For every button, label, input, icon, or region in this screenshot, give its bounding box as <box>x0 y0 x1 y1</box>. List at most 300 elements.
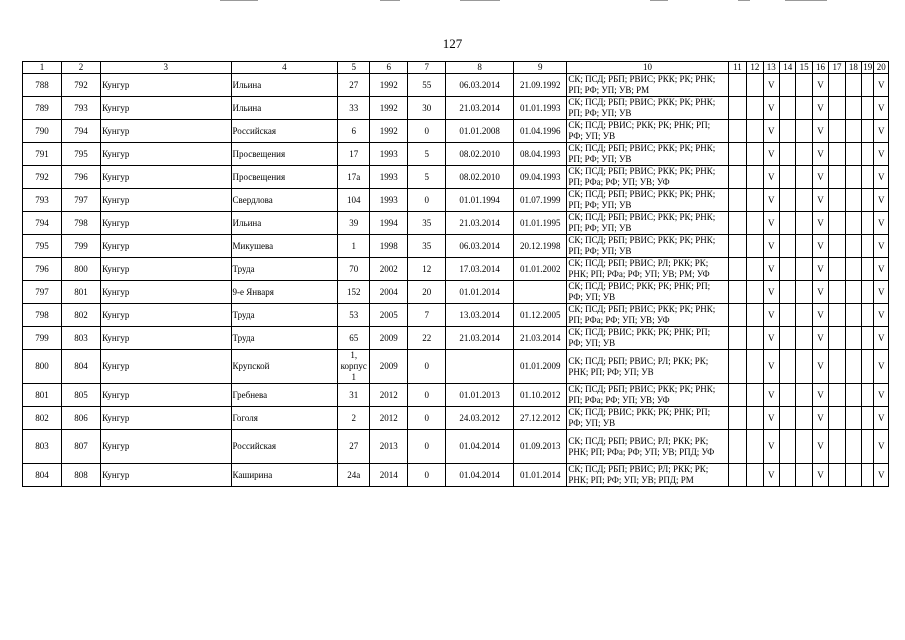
city-cell: Кунгур <box>101 350 231 384</box>
empty-cell <box>845 120 861 143</box>
empty-cell <box>829 430 845 464</box>
empty-cell <box>728 120 746 143</box>
empty-cell <box>796 430 812 464</box>
value-cell: 35 <box>408 235 446 258</box>
empty-cell <box>780 281 796 304</box>
codes-cell: СК; ПСД; РБП; РВИС; РКК; РК; РНК; РП; РФа; РФ; УП; УВ; УФ <box>567 384 728 407</box>
column-header-18: 18 <box>845 62 861 74</box>
date-cell: 01.01.1995 <box>513 212 566 235</box>
check-mark-cell: V <box>763 384 779 407</box>
value-cell: 0 <box>408 189 446 212</box>
empty-cell <box>747 304 763 327</box>
city-cell: Кунгур <box>101 304 231 327</box>
street-cell: Свердлова <box>231 189 338 212</box>
date-cell: 01.01.2002 <box>513 258 566 281</box>
value-cell: 0 <box>408 350 446 384</box>
city-cell: Кунгур <box>101 97 231 120</box>
date-cell: 20.12.1998 <box>513 235 566 258</box>
empty-cell <box>780 304 796 327</box>
city-cell: Кунгур <box>101 407 231 430</box>
city-cell: Кунгур <box>101 166 231 189</box>
column-header-8: 8 <box>446 62 514 74</box>
empty-cell <box>796 74 812 97</box>
table-row <box>23 143 889 166</box>
date-cell: 27.12.2012 <box>513 407 566 430</box>
empty-cell <box>728 189 746 212</box>
year-cell: 1993 <box>370 189 408 212</box>
date-cell: 01.12.2005 <box>513 304 566 327</box>
check-mark-cell: V <box>812 212 828 235</box>
empty-cell <box>829 212 845 235</box>
street-cell: Просвещения <box>231 143 338 166</box>
record-id-cell: 793 <box>62 97 101 120</box>
column-header-17: 17 <box>829 62 845 74</box>
codes-cell: СК; ПСД; РБП; РВИС; РКК; РК; РНК; РП; РФ; УП; УВ <box>567 235 728 258</box>
check-mark-cell: V <box>763 189 779 212</box>
empty-cell <box>780 430 796 464</box>
check-mark-cell: V <box>763 166 779 189</box>
check-mark-cell: V <box>812 143 828 166</box>
house-number-cell: 17а <box>338 166 370 189</box>
column-header-10: 10 <box>567 62 728 74</box>
row-number-cell: 788 <box>23 74 62 97</box>
date-cell: 09.04.1993 <box>513 166 566 189</box>
column-header-12: 12 <box>747 62 763 74</box>
house-number-cell: 24а <box>338 464 370 487</box>
empty-cell <box>780 120 796 143</box>
empty-cell <box>829 464 845 487</box>
empty-cell <box>780 74 796 97</box>
empty-cell <box>780 258 796 281</box>
date-cell: 21.03.2014 <box>513 327 566 350</box>
empty-cell <box>862 430 874 464</box>
empty-cell <box>728 304 746 327</box>
record-id-cell: 794 <box>62 120 101 143</box>
registry-table <box>22 61 889 487</box>
empty-cell <box>829 189 845 212</box>
record-id-cell: 806 <box>62 407 101 430</box>
check-mark-cell: V <box>812 464 828 487</box>
empty-cell <box>845 258 861 281</box>
check-mark-cell: V <box>763 407 779 430</box>
check-mark-cell: V <box>874 350 889 384</box>
empty-cell <box>829 304 845 327</box>
value-cell: 5 <box>408 166 446 189</box>
year-cell: 2002 <box>370 258 408 281</box>
street-cell: Труда <box>231 327 338 350</box>
empty-cell <box>862 464 874 487</box>
empty-cell <box>796 350 812 384</box>
codes-cell: СК; ПСД; РБП; РВИС; РЛ; РКК; РК; РНК; РП; РФа; РФ; УП; УВ; РПД; УФ <box>567 430 728 464</box>
table-row <box>23 189 889 212</box>
check-mark-cell: V <box>763 350 779 384</box>
empty-cell <box>796 189 812 212</box>
check-mark-cell: V <box>812 120 828 143</box>
year-cell: 2013 <box>370 430 408 464</box>
street-cell: Гребнева <box>231 384 338 407</box>
codes-cell: СК; ПСД; РВИС; РКК; РК; РНК; РП; РФ; УП; УВ <box>567 407 728 430</box>
empty-cell <box>747 350 763 384</box>
check-mark-cell: V <box>763 304 779 327</box>
empty-cell <box>862 143 874 166</box>
city-cell: Кунгур <box>101 258 231 281</box>
empty-cell <box>728 212 746 235</box>
empty-cell <box>829 120 845 143</box>
row-number-cell: 793 <box>23 189 62 212</box>
empty-cell <box>829 350 845 384</box>
table-row <box>23 304 889 327</box>
empty-cell <box>728 143 746 166</box>
check-mark-cell: V <box>874 120 889 143</box>
date-cell: 01.01.2014 <box>446 281 514 304</box>
year-cell: 1992 <box>370 97 408 120</box>
check-mark-cell: V <box>874 407 889 430</box>
house-number-cell: 152 <box>338 281 370 304</box>
value-cell: 22 <box>408 327 446 350</box>
empty-cell <box>747 166 763 189</box>
column-header-14: 14 <box>780 62 796 74</box>
column-header-20: 20 <box>874 62 889 74</box>
column-header-11: 11 <box>728 62 746 74</box>
year-cell: 2014 <box>370 464 408 487</box>
date-cell <box>446 350 514 384</box>
street-cell: Микушева <box>231 235 338 258</box>
empty-cell <box>845 166 861 189</box>
column-header-5: 5 <box>338 62 370 74</box>
record-id-cell: 808 <box>62 464 101 487</box>
empty-cell <box>829 281 845 304</box>
date-cell: 24.03.2012 <box>446 407 514 430</box>
year-cell: 2012 <box>370 407 408 430</box>
date-cell: 17.03.2014 <box>446 258 514 281</box>
empty-cell <box>780 464 796 487</box>
empty-cell <box>747 384 763 407</box>
empty-cell <box>862 189 874 212</box>
city-cell: Кунгур <box>101 212 231 235</box>
date-cell: 21.03.2014 <box>446 327 514 350</box>
house-number-cell: 53 <box>338 304 370 327</box>
year-cell: 1993 <box>370 166 408 189</box>
street-cell: Каширина <box>231 464 338 487</box>
empty-cell <box>829 97 845 120</box>
empty-cell <box>862 97 874 120</box>
row-number-cell: 794 <box>23 212 62 235</box>
empty-cell <box>780 189 796 212</box>
date-cell <box>513 281 566 304</box>
empty-cell <box>796 212 812 235</box>
empty-cell <box>862 258 874 281</box>
codes-cell: СК; ПСД; РБП; РВИС; РЛ; РКК; РК; РНК; РП; РФ; УП; УВ <box>567 350 728 384</box>
check-mark-cell: V <box>874 166 889 189</box>
table-row <box>23 350 889 384</box>
date-cell: 01.01.2008 <box>446 120 514 143</box>
table-row <box>23 281 889 304</box>
row-number-cell: 803 <box>23 430 62 464</box>
empty-cell <box>728 281 746 304</box>
check-mark-cell: V <box>874 97 889 120</box>
check-mark-cell: V <box>812 304 828 327</box>
record-id-cell: 792 <box>62 74 101 97</box>
record-id-cell: 801 <box>62 281 101 304</box>
check-mark-cell: V <box>763 120 779 143</box>
empty-cell <box>780 143 796 166</box>
codes-cell: СК; ПСД; РБП; РВИС; РКК; РК; РНК; РП; РФ; УП; УВ <box>567 143 728 166</box>
date-cell: 21.03.2014 <box>446 97 514 120</box>
check-mark-cell: V <box>812 74 828 97</box>
house-number-cell: 33 <box>338 97 370 120</box>
empty-cell <box>780 384 796 407</box>
empty-cell <box>780 97 796 120</box>
value-cell: 55 <box>408 74 446 97</box>
empty-cell <box>829 327 845 350</box>
row-number-cell: 800 <box>23 350 62 384</box>
empty-cell <box>845 189 861 212</box>
empty-cell <box>862 235 874 258</box>
empty-cell <box>829 235 845 258</box>
empty-cell <box>829 407 845 430</box>
empty-cell <box>829 258 845 281</box>
empty-cell <box>796 304 812 327</box>
column-header-1: 1 <box>23 62 62 74</box>
date-cell: 21.09.1992 <box>513 74 566 97</box>
empty-cell <box>862 281 874 304</box>
row-number-cell: 802 <box>23 407 62 430</box>
empty-cell <box>845 304 861 327</box>
scan-marks <box>0 0 905 4</box>
value-cell: 35 <box>408 212 446 235</box>
house-number-cell: 104 <box>338 189 370 212</box>
empty-cell <box>780 235 796 258</box>
house-number-cell: 6 <box>338 120 370 143</box>
city-cell: Кунгур <box>101 143 231 166</box>
empty-cell <box>845 327 861 350</box>
table-row <box>23 235 889 258</box>
table-row <box>23 407 889 430</box>
date-cell: 01.01.2014 <box>513 464 566 487</box>
empty-cell <box>747 327 763 350</box>
table-row <box>23 120 889 143</box>
table-row <box>23 97 889 120</box>
row-number-cell: 789 <box>23 97 62 120</box>
house-number-cell: 2 <box>338 407 370 430</box>
empty-cell <box>845 235 861 258</box>
empty-cell <box>862 350 874 384</box>
codes-cell: СК; ПСД; РВИС; РКК; РК; РНК; РП; РФ; УП; УВ <box>567 281 728 304</box>
check-mark-cell: V <box>812 97 828 120</box>
date-cell: 01.09.2013 <box>513 430 566 464</box>
city-cell: Кунгур <box>101 189 231 212</box>
check-mark-cell: V <box>763 258 779 281</box>
column-header-9: 9 <box>513 62 566 74</box>
street-cell: Просвещения <box>231 166 338 189</box>
check-mark-cell: V <box>874 212 889 235</box>
empty-cell <box>796 384 812 407</box>
check-mark-cell: V <box>812 235 828 258</box>
house-number-cell: 27 <box>338 430 370 464</box>
empty-cell <box>747 212 763 235</box>
check-mark-cell: V <box>874 430 889 464</box>
row-number-cell: 792 <box>23 166 62 189</box>
column-header-6: 6 <box>370 62 408 74</box>
empty-cell <box>747 97 763 120</box>
row-number-cell: 795 <box>23 235 62 258</box>
empty-cell <box>747 120 763 143</box>
empty-cell <box>728 258 746 281</box>
empty-cell <box>728 235 746 258</box>
date-cell: 08.02.2010 <box>446 166 514 189</box>
empty-cell <box>780 350 796 384</box>
street-cell: Ильина <box>231 97 338 120</box>
house-number-cell: 17 <box>338 143 370 166</box>
empty-cell <box>796 258 812 281</box>
year-cell: 2009 <box>370 350 408 384</box>
row-number-cell: 796 <box>23 258 62 281</box>
empty-cell <box>845 407 861 430</box>
codes-cell: СК; ПСД; РВИС; РКК; РК; РНК; РП; РФ; УП; УВ <box>567 327 728 350</box>
value-cell: 12 <box>408 258 446 281</box>
record-id-cell: 796 <box>62 166 101 189</box>
house-number-cell: 1, корпус 1 <box>338 350 370 384</box>
empty-cell <box>796 143 812 166</box>
column-header-15: 15 <box>796 62 812 74</box>
column-header-7: 7 <box>408 62 446 74</box>
empty-cell <box>862 74 874 97</box>
check-mark-cell: V <box>763 464 779 487</box>
column-header-19: 19 <box>863 62 873 72</box>
row-number-cell: 801 <box>23 384 62 407</box>
date-cell: 01.04.1996 <box>513 120 566 143</box>
codes-cell: СК; ПСД; РБП; РВИС; РЛ; РКК; РК; РНК; РП; РФа; РФ; УП; УВ; РМ; УФ <box>567 258 728 281</box>
empty-cell <box>728 327 746 350</box>
empty-cell <box>728 430 746 464</box>
empty-cell <box>796 464 812 487</box>
check-mark-cell: V <box>812 281 828 304</box>
street-cell: Крупской <box>231 350 338 384</box>
empty-cell <box>829 384 845 407</box>
date-cell: 21.03.2014 <box>446 212 514 235</box>
value-cell: 0 <box>408 407 446 430</box>
empty-cell <box>862 120 874 143</box>
empty-cell <box>747 235 763 258</box>
page-number: 127 <box>442 36 463 51</box>
empty-cell <box>862 327 874 350</box>
empty-cell <box>845 143 861 166</box>
check-mark-cell: V <box>812 350 828 384</box>
date-cell: 01.07.1999 <box>513 189 566 212</box>
empty-cell <box>728 166 746 189</box>
record-id-cell: 803 <box>62 327 101 350</box>
table-row <box>23 212 889 235</box>
empty-cell <box>796 120 812 143</box>
house-number-cell: 65 <box>338 327 370 350</box>
value-cell: 30 <box>408 97 446 120</box>
empty-cell <box>747 407 763 430</box>
year-cell: 1994 <box>370 212 408 235</box>
empty-cell <box>845 384 861 407</box>
house-number-cell: 27 <box>338 74 370 97</box>
value-cell: 0 <box>408 384 446 407</box>
check-mark-cell: V <box>874 258 889 281</box>
check-mark-cell: V <box>874 384 889 407</box>
codes-cell: СК; ПСД; РБП; РВИС; РКК; РК; РНК; РП; РФа; РФ; УП; УВ; УФ <box>567 304 728 327</box>
year-cell: 1992 <box>370 74 408 97</box>
check-mark-cell: V <box>763 430 779 464</box>
check-mark-cell: V <box>812 407 828 430</box>
date-cell: 06.03.2014 <box>446 74 514 97</box>
empty-cell <box>747 430 763 464</box>
empty-cell <box>796 235 812 258</box>
city-cell: Кунгур <box>101 327 231 350</box>
date-cell: 13.03.2014 <box>446 304 514 327</box>
check-mark-cell: V <box>874 235 889 258</box>
date-cell: 06.03.2014 <box>446 235 514 258</box>
check-mark-cell: V <box>763 281 779 304</box>
check-mark-cell: V <box>874 281 889 304</box>
date-cell: 01.01.2009 <box>513 350 566 384</box>
column-header-4: 4 <box>231 62 338 74</box>
empty-cell <box>747 189 763 212</box>
row-number-cell: 797 <box>23 281 62 304</box>
column-header-16: 16 <box>812 62 828 74</box>
empty-cell <box>728 407 746 430</box>
date-cell: 01.01.1994 <box>446 189 514 212</box>
value-cell: 0 <box>408 430 446 464</box>
empty-cell <box>728 464 746 487</box>
record-id-cell: 795 <box>62 143 101 166</box>
street-cell: Российская <box>231 120 338 143</box>
record-id-cell: 799 <box>62 235 101 258</box>
check-mark-cell: V <box>812 384 828 407</box>
record-id-cell: 802 <box>62 304 101 327</box>
table-row <box>23 74 889 97</box>
empty-cell <box>728 97 746 120</box>
check-mark-cell: V <box>812 258 828 281</box>
record-id-cell: 807 <box>62 430 101 464</box>
street-cell: Российская <box>231 430 338 464</box>
record-id-cell: 800 <box>62 258 101 281</box>
empty-cell <box>796 97 812 120</box>
table-row <box>23 430 889 464</box>
date-cell: 08.02.2010 <box>446 143 514 166</box>
empty-cell <box>796 327 812 350</box>
codes-cell: СК; ПСД; РБП; РВИС; РКК; РК; РНК; РП; РФа; РФ; УП; УВ; УФ <box>567 166 728 189</box>
check-mark-cell: V <box>763 235 779 258</box>
year-cell: 1993 <box>370 143 408 166</box>
record-id-cell: 805 <box>62 384 101 407</box>
date-cell: 01.01.1993 <box>513 97 566 120</box>
empty-cell <box>747 74 763 97</box>
empty-cell <box>796 407 812 430</box>
empty-cell <box>728 74 746 97</box>
house-number-cell: 1 <box>338 235 370 258</box>
table-row <box>23 327 889 350</box>
empty-cell <box>862 304 874 327</box>
check-mark-cell: V <box>763 327 779 350</box>
row-number-cell: 790 <box>23 120 62 143</box>
street-cell: Ильина <box>231 212 338 235</box>
record-id-cell: 798 <box>62 212 101 235</box>
empty-cell <box>845 281 861 304</box>
record-id-cell: 797 <box>62 189 101 212</box>
empty-cell <box>845 430 861 464</box>
empty-cell <box>829 74 845 97</box>
street-cell: Труда <box>231 258 338 281</box>
date-cell: 01.04.2014 <box>446 464 514 487</box>
empty-cell <box>845 97 861 120</box>
check-mark-cell: V <box>812 166 828 189</box>
table-row <box>23 384 889 407</box>
check-mark-cell: V <box>763 97 779 120</box>
